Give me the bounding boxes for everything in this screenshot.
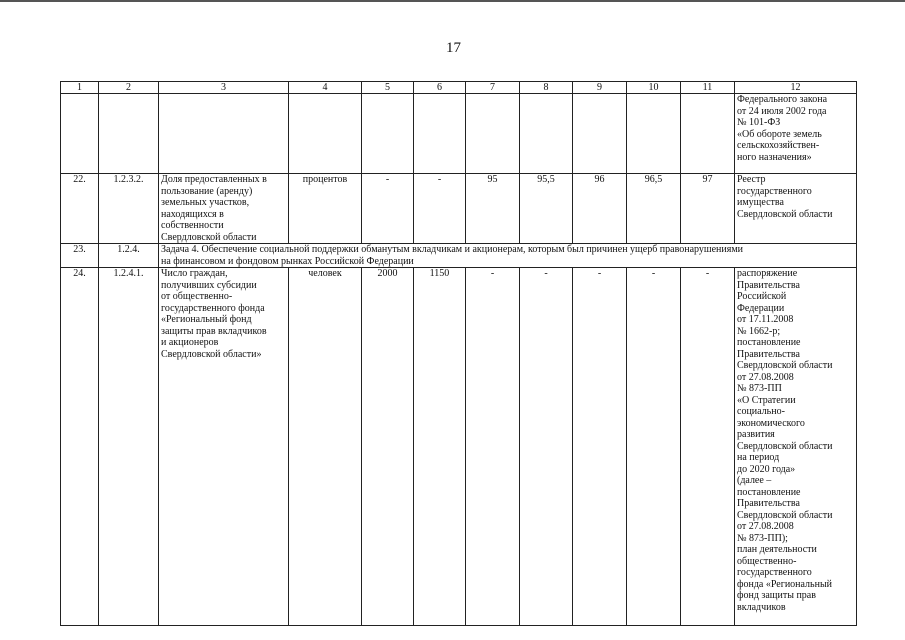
unit: процентов (289, 174, 362, 244)
column-header: 2 (99, 82, 159, 94)
row-number (61, 94, 99, 174)
value-cell (362, 94, 414, 174)
top-border-line (0, 0, 905, 2)
column-header: 1 (61, 82, 99, 94)
value-cell: - (414, 174, 466, 244)
value-cell (520, 94, 573, 174)
value-cell: 96 (573, 174, 627, 244)
indicators-table (60, 81, 857, 626)
row-number: 22. (61, 174, 99, 244)
value-cell: 1150 (414, 268, 466, 626)
value-cell: 97 (681, 174, 735, 244)
column-header: 6 (414, 82, 466, 94)
row-number: 24. (61, 268, 99, 626)
row-code: 1.2.4.1. (99, 268, 159, 626)
column-header: 10 (627, 82, 681, 94)
table-row (61, 268, 857, 626)
task-row (61, 244, 857, 268)
value-cell: 96,5 (627, 174, 681, 244)
value-cell (414, 94, 466, 174)
column-header: 7 (466, 82, 520, 94)
column-number-row (61, 82, 857, 94)
value-cell: - (466, 268, 520, 626)
unit: человек (289, 268, 362, 626)
row-code: 1.2.3.2. (99, 174, 159, 244)
table-row (61, 174, 857, 244)
source-document: распоряжение Правительства Российской Федерации от 17.11.2008 № 1662-р; постановление Правительства Свердловской области от 27.08.2008 № 873-ПП «О Стратегии социально- экономического развития Свердловской области на период до 2020 года» (далее – постановление Правительства Свердловской области от 27.08.2008 № 873-ПП); план деятельности общественно- государственного фонда «Региональный фонд защиты прав вкладчиков (735, 268, 857, 626)
value-cell: 2000 (362, 268, 414, 626)
row-number: 23. (61, 244, 99, 268)
column-header: 11 (681, 82, 735, 94)
indicator-name (159, 94, 289, 174)
column-header: 3 (159, 82, 289, 94)
value-cell (573, 94, 627, 174)
column-header: 12 (735, 82, 857, 94)
indicator-name: Число граждан, получивших субсидии от общественно- государственного фонда «Региональный фонд защиты прав вкладчиков и акционеров Свердловской области» (159, 268, 289, 626)
value-cell (627, 94, 681, 174)
value-cell: 95,5 (520, 174, 573, 244)
column-header: 5 (362, 82, 414, 94)
task-title: Задача 4. Обеспечение социальной поддержки обманутым вкладчикам и акционерам, которым был причинен ущерб правонарушениями на финансовом и фондовом рынках Российской Федерации (159, 244, 857, 268)
row-code: 1.2.4. (99, 244, 159, 268)
source-document: Реестр государственного имущества Свердловской области (735, 174, 857, 244)
row-code (99, 94, 159, 174)
value-cell (681, 94, 735, 174)
unit (289, 94, 362, 174)
indicator-name: Доля предоставленных в пользование (аренду) земельных участков, находящихся в собственности Свердловской области (159, 174, 289, 244)
value-cell: - (681, 268, 735, 626)
table-row (61, 94, 857, 174)
value-cell: 95 (466, 174, 520, 244)
value-cell: - (520, 268, 573, 626)
value-cell (466, 94, 520, 174)
value-cell: - (573, 268, 627, 626)
value-cell: - (627, 268, 681, 626)
column-header: 8 (520, 82, 573, 94)
page-number: 17 (446, 40, 461, 56)
value-cell: - (362, 174, 414, 244)
column-header: 9 (573, 82, 627, 94)
source-document: Федерального закона от 24 июля 2002 года № 101-ФЗ «Об обороте земель сельскохозяйствен- ного назначения» (735, 94, 857, 174)
column-header: 4 (289, 82, 362, 94)
